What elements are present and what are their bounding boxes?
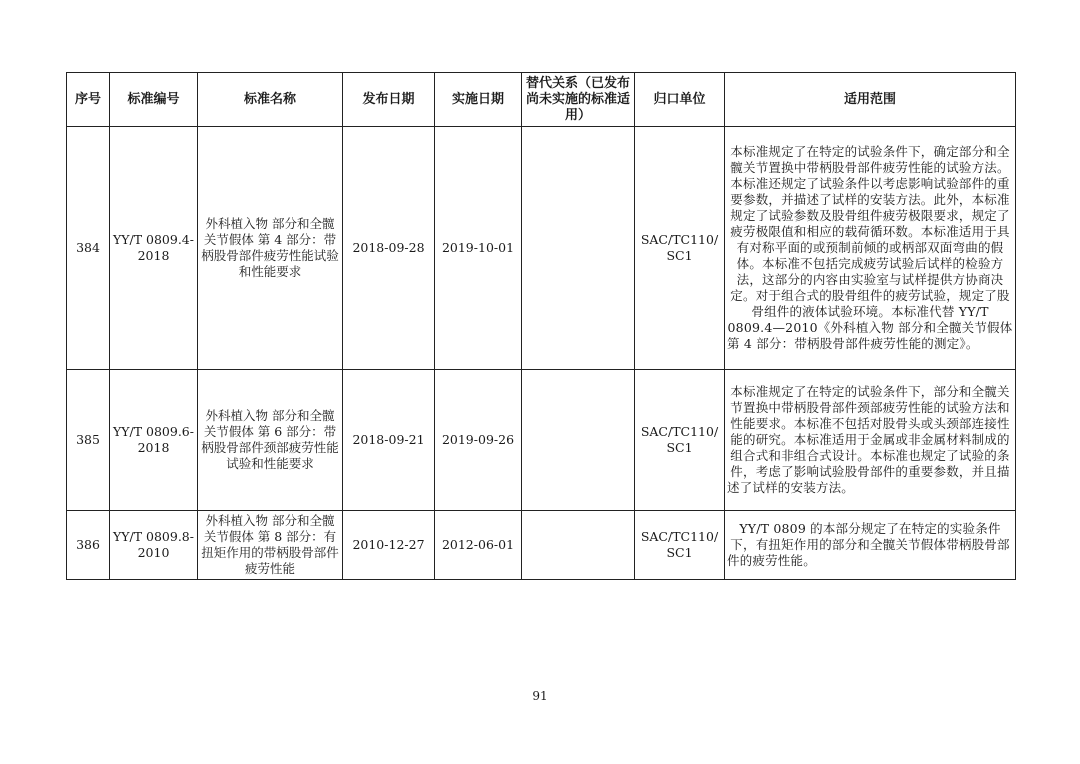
cell-scope: 本标准规定了在特定的试验条件下，确定部分和全髋关节置换中带柄股骨部件疲劳性能的试验方法。本标准还规定了试验条件以考虑影响试验部件的重要参数，并描述了试样的安装方法。此外，本标准规定了试验参数及股骨组件疲劳极限要求，规定了疲劳极限值和相应的载荷循环数。本标准适用于具有对称平面的或预制前倾的或柄部双面弯曲的假体。本标准不包括完成疲劳试验后试样的检验方法，这部分的内容由实验室与试样提供方协商决定。对于组合式的股骨组件的疲劳试验，规定了股骨组件的液体试验环境。本标准代替 YY/T 0809.4—2010《外科植入物 部分和全髋关节假体 第 4 部分：带柄股骨部件疲劳性能的测定》。 [725,127,1016,370]
cell-name: 外科植入物 部分和全髋关节假体 第 8 部分：有扭矩作用的带柄股骨部件疲劳性能 [198,511,343,580]
cell-unit: SAC/TC110/SC1 [635,370,725,511]
page-number: 91 [532,689,548,703]
header-name: 标准名称 [198,73,343,127]
cell-replacement [522,127,635,370]
cell-name: 外科植入物 部分和全髋关节假体 第 6 部分：带柄股骨部件颈部疲劳性能试验和性能要求 [198,370,343,511]
header-seq: 序号 [67,73,110,127]
cell-unit: SAC/TC110/SC1 [635,511,725,580]
cell-seq: 386 [67,511,110,580]
cell-unit: SAC/TC110/SC1 [635,127,725,370]
table-row [67,511,1016,580]
header-scope: 适用范围 [725,73,1016,127]
cell-scope: YY/T 0809 的本部分规定了在特定的实验条件下，有扭矩作用的部分和全髋关节假体带柄股骨部件的疲劳性能。 [725,511,1016,580]
cell-scope: 本标准规定了在特定的试验条件下，部分和全髋关节置换中带柄股骨部件颈部疲劳性能的试验方法和性能要求。本标准不包括对股骨头或头颈部连接性能的研究。本标准适用于金属或非金属材料制成的组合式和非组合式设计。本标准也规定了试验的条件，考虑了影响试验股骨部件的重要参数，并且描述了试样的安装方法。 [725,370,1016,511]
header-unit: 归口单位 [635,73,725,127]
cell-implement-date: 2019-10-01 [435,127,522,370]
cell-replacement [522,370,635,511]
cell-replacement [522,511,635,580]
header-code: 标准编号 [110,73,198,127]
cell-publish-date: 2010-12-27 [343,511,435,580]
cell-name: 外科植入物 部分和全髋关节假体 第 4 部分：带柄股骨部件疲劳性能试验和性能要求 [198,127,343,370]
cell-implement-date: 2019-09-26 [435,370,522,511]
table-header-row [67,73,1016,127]
header-replacement: 替代关系（已发布尚未实施的标准适用） [522,73,635,127]
header-implement-date: 实施日期 [435,73,522,127]
header-publish-date: 发布日期 [343,73,435,127]
table-row [67,127,1016,370]
cell-seq: 384 [67,127,110,370]
cell-implement-date: 2012-06-01 [435,511,522,580]
cell-publish-date: 2018-09-21 [343,370,435,511]
cell-code: YY/T 0809.6-2018 [110,370,198,511]
standards-table [66,72,1016,580]
cell-publish-date: 2018-09-28 [343,127,435,370]
table-row [67,370,1016,511]
cell-seq: 385 [67,370,110,511]
cell-code: YY/T 0809.4-2018 [110,127,198,370]
cell-code: YY/T 0809.8-2010 [110,511,198,580]
